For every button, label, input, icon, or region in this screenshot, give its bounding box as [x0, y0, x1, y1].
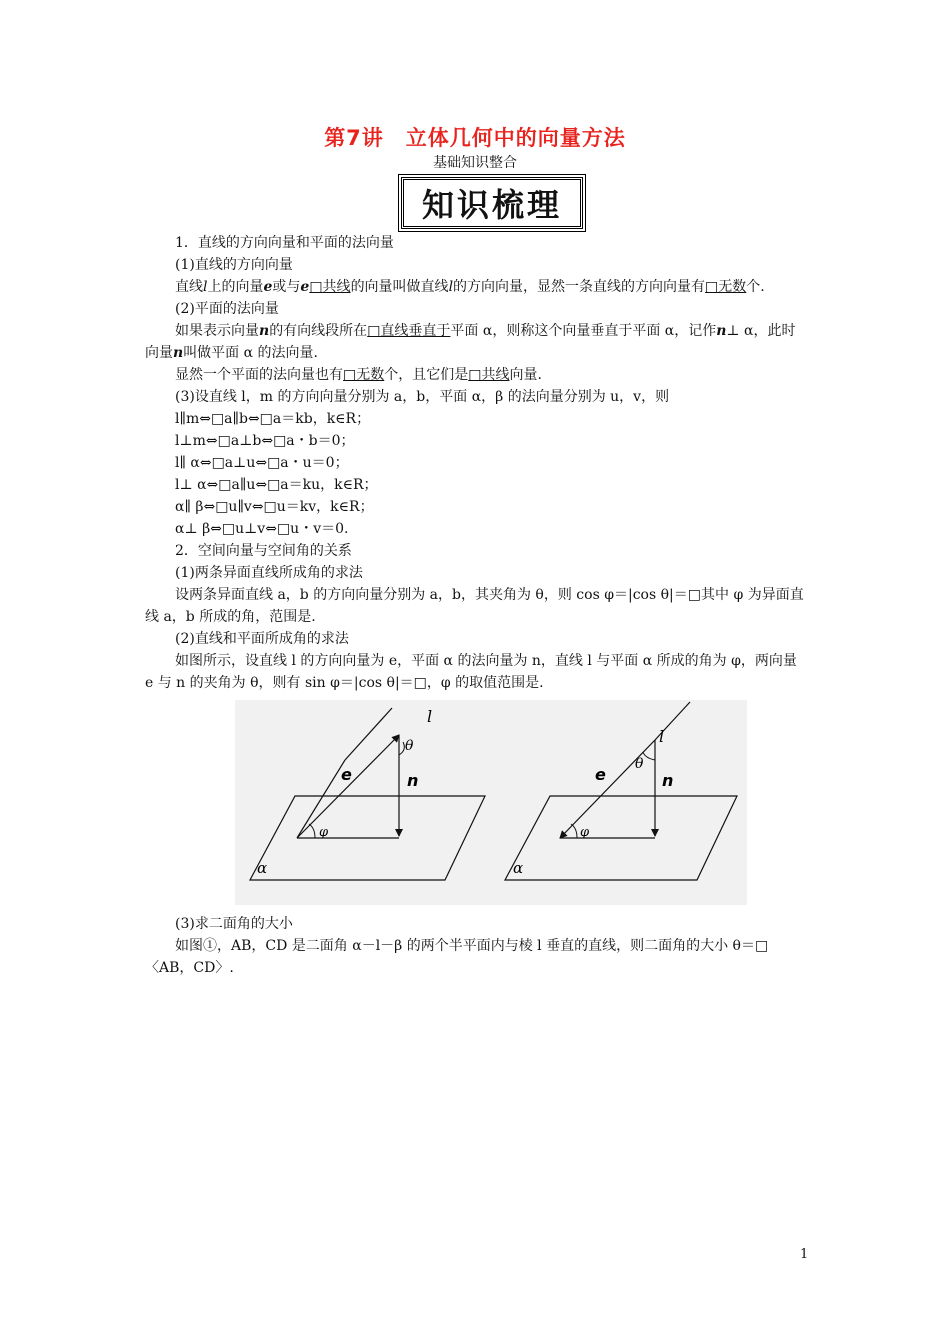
section-2-heading: 2．空间向量与空间角的关系	[175, 543, 352, 559]
paragraph-normal-infinite: 显然一个平面的法向量也有□无数个，且它们是□共线向量.	[175, 367, 542, 383]
section-1-sub2: (2)平面的法向量	[175, 301, 279, 317]
page-subtitle: 基础知识整合	[433, 155, 517, 171]
label-e-left: e	[341, 765, 352, 784]
label-alpha-left: α	[257, 859, 268, 877]
section-banner: 知识梳理	[401, 177, 583, 229]
label-l-right: l	[659, 727, 665, 746]
relation-line-plane-perpendicular: l⊥ α⇔□a∥u⇔□a＝ku，k∈R；	[175, 477, 378, 493]
paragraph-relations-intro: (3)设直线 l，m 的方向向量分别为 a，b，平面 α，β 的法向量分别为 u，v，则	[175, 389, 670, 405]
label-n-right: n	[662, 771, 674, 790]
paragraph-skew-lines-angle: 设两条异面直线 a，b 的方向向量分别为 a，b，其夹角为 θ，则 cos φ＝|cos θ|＝□其中 φ 为异面直线 a，b 所成的角，范围是.	[145, 587, 804, 625]
paragraph-direction-vector: 直线l上的向量e或与e□共线的向量叫做直线l的方向向量，显然一条直线的方向向量有□无数个.	[175, 279, 765, 295]
paragraph-dihedral-angle: 如图①，AB，CD 是二面角 α－l－β 的两个半平面内与棱 l 垂直的直线，则二面角的大小 θ＝□〈AB，CD〉.	[145, 938, 769, 976]
label-l-left: l	[427, 707, 433, 726]
relation-plane-parallel: α∥ β⇔□u∥v⇔□u＝kv，k∈R；	[175, 499, 374, 515]
relation-line-perpendicular: l⊥m⇔□a⊥b⇔□a・b＝0；	[175, 433, 355, 449]
section-2-sub2: (2)直线和平面所成角的求法	[175, 631, 349, 647]
figure-svg	[235, 700, 747, 905]
label-phi-right: φ	[580, 825, 590, 840]
figure-background	[235, 700, 747, 905]
paragraph-normal-vector: 如果表示向量n的有向线段所在□直线垂直于平面 α，则称这个向量垂直于平面 α，记作n⊥ α，此时向量n叫做平面 α 的法向量.	[145, 323, 796, 361]
relation-line-parallel: l∥m⇔□a∥b⇔□a＝kb，k∈R；	[175, 411, 371, 427]
relation-plane-perpendicular: α⊥ β⇔□u⊥v⇔□u・v＝0.	[175, 521, 349, 537]
section-2-sub3: (3)求二面角的大小	[175, 916, 293, 932]
paragraph-line-plane-angle: 如图所示，设直线 l 的方向向量为 e，平面 α 的法向量为 n，直线 l 与平面 α 所成的角为 φ，两向量 e 与 n 的夹角为 θ，则有 sin φ＝|cos θ|＝□，φ 的取值范围是.	[145, 653, 797, 691]
page-title: 第7讲 立体几何中的向量方法	[324, 126, 626, 150]
label-alpha-right: α	[513, 859, 524, 877]
label-e-right: e	[595, 765, 606, 784]
label-theta-left: θ	[405, 738, 414, 754]
line-plane-angle-figure	[235, 700, 747, 905]
section-1-sub1: (1)直线的方向向量	[175, 257, 293, 273]
relation-line-plane-parallel: l∥ α⇔□a⊥u⇔□a・u＝0；	[175, 455, 349, 471]
label-theta-right: θ	[635, 756, 644, 772]
section-1-heading: 1．直线的方向向量和平面的法向量	[175, 235, 394, 251]
page-number: 1	[800, 1247, 809, 1262]
main-content	[145, 232, 807, 979]
section-2-sub1: (1)两条异面直线所成角的求法	[175, 565, 363, 581]
label-n-left: n	[407, 771, 419, 790]
label-phi-left: φ	[319, 825, 329, 840]
